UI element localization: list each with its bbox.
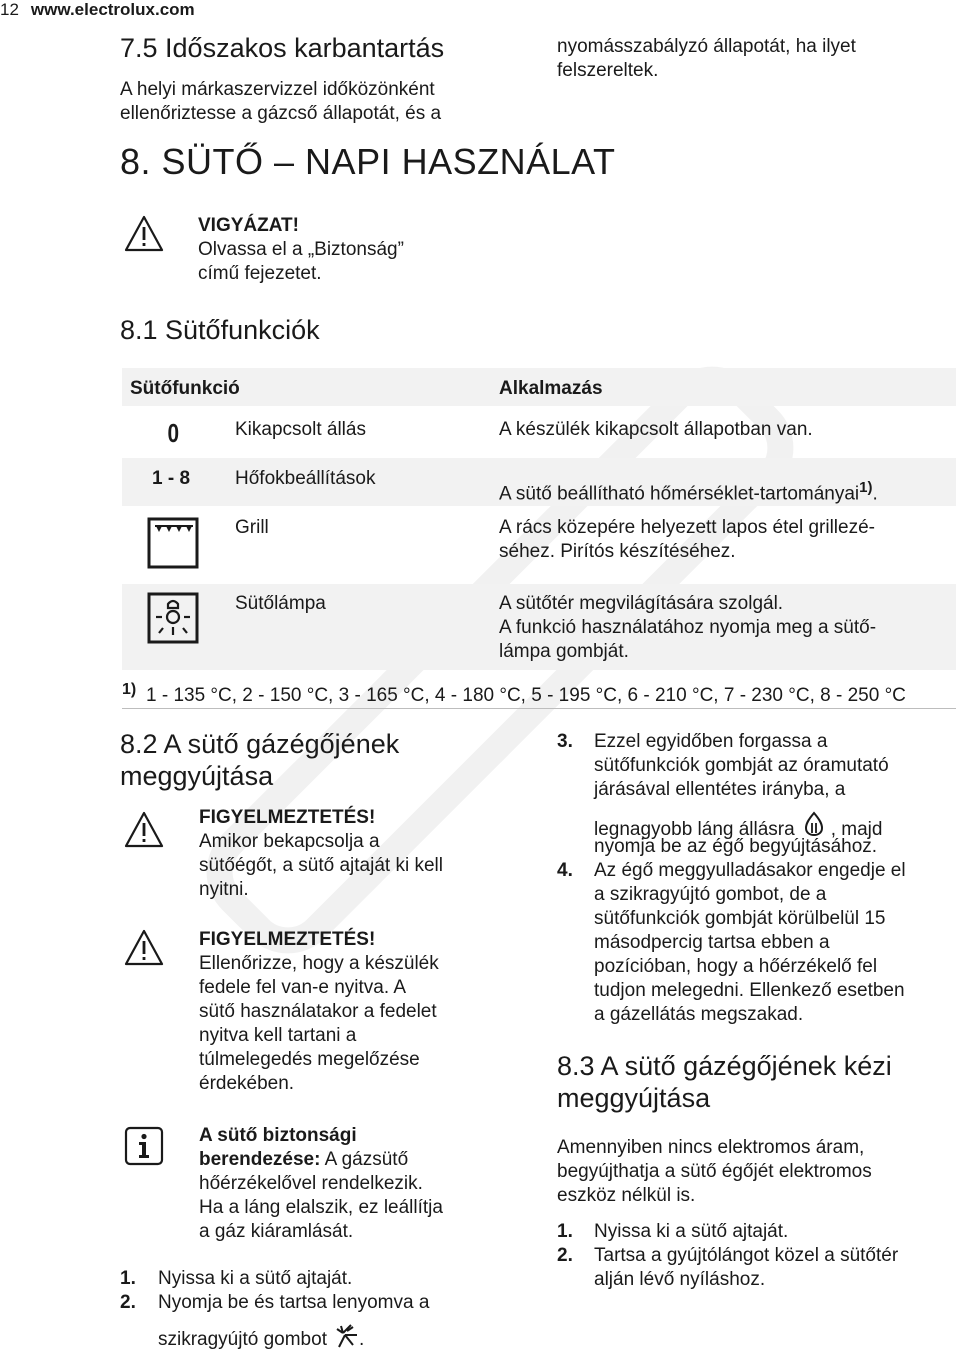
step-2-line-2-text: szikragyújtó gombot: [158, 1329, 327, 1350]
step-3-line-1: Ezzel egyidőben forgassa a: [594, 731, 828, 752]
s75-line-2: ellenőriztesse a gázcső állapotát, és a: [120, 103, 442, 124]
section-8-1-title: 8.1 Sütőfunkciók: [120, 315, 320, 345]
page-header: [0, 0, 195, 20]
large-flame-icon: [803, 811, 825, 837]
warning-line-1: Olvassa el a „Biztonság”: [198, 239, 404, 260]
s83-intro-line-1: Amennyiben nincs elektromos áram,: [557, 1137, 865, 1158]
warning-triangle-icon: [124, 928, 164, 968]
warning-1-label: FIGYELMEZTETÉS!: [199, 807, 376, 828]
function-desc-line-2: séhez. Pirítós készítéséhez.: [499, 541, 736, 562]
function-name: Hőfokbeállítások: [235, 468, 376, 489]
s83-intro-line-3: eszköz nélkül is.: [557, 1185, 696, 1206]
table-bottom-rule: [122, 708, 956, 709]
info-bold-line-1: A sütő biztonsági: [199, 1125, 357, 1146]
step-3-line-5: nyomja be az égő begyújtásához.: [594, 836, 878, 857]
footnote-mark: 1): [122, 681, 137, 698]
warning-1-line-3: nyitni.: [199, 879, 249, 900]
step-number: 2.: [557, 1245, 573, 1266]
info-line-5: a gáz kiáramlását.: [199, 1221, 354, 1242]
footnote-text: 1 - 135 °C, 2 - 150 °C, 3 - 165 °C, 4 - 180 °C, 5 - 195 °C, 6 - 210 °C, 7 - 230 °C, 8 - 250 °C: [146, 685, 906, 706]
s75-line-1: A helyi márkaszervizzel időközönként: [120, 79, 435, 100]
table-header-col1: Sütőfunkció: [130, 378, 240, 399]
function-desc-line-2: A funkció használatához nyomja meg a sütő-: [499, 617, 877, 638]
step-4-line-6: tudjon melegedni. Ellenkező esetben: [594, 980, 905, 1001]
step-number: 4.: [557, 860, 573, 881]
step-number: 1.: [120, 1268, 136, 1289]
step-4-line-1: Az égő meggyulladásakor engedje el: [594, 860, 906, 881]
info-line-3: hőérzékelővel rendelkezik.: [199, 1173, 423, 1194]
page-number: 12: [0, 0, 19, 19]
chapter-8-title: 8. SÜTŐ – NAPI HASZNÁLAT: [120, 141, 616, 182]
step-number: 1.: [557, 1221, 573, 1242]
s83-step-1-text: Nyissa ki a sütő ajtaját.: [594, 1221, 789, 1242]
warning-2-line-2: fedele fel van-e nyitva. A: [199, 977, 407, 998]
warning-2-line-5: túlmelegedés megelőzése: [199, 1049, 420, 1070]
function-name: Grill: [235, 517, 269, 538]
step-4-line-3: sütőfunkciók gombját körülbelül 15: [594, 908, 886, 929]
off-symbol: 0: [167, 418, 180, 448]
warning-2-line-4: nyitva kell tartani a: [199, 1025, 357, 1046]
info-line-2-rest: A gázsütő: [320, 1149, 409, 1170]
warning-1-line-2: sütőégőt, a sütő ajtaját ki kell: [199, 855, 443, 876]
list-item: [120, 1291, 429, 1315]
step-number: 3.: [557, 731, 573, 752]
footnote-ref: 1): [859, 479, 873, 496]
function-desc-line-1: A sütőtér megvilágítására szolgál.: [499, 593, 784, 614]
s75-right-line-1: nyomásszabályzó állapotát, ha ilyet: [557, 36, 856, 57]
warning-label: VIGYÁZAT!: [198, 215, 299, 236]
function-desc-line-3: lámpa gombját.: [499, 641, 629, 662]
table-header-col2: Alkalmazás: [499, 378, 603, 399]
list-item: [120, 1267, 352, 1291]
step-4-line-5: pozícióban, hogy a hőérzékelő fel: [594, 956, 878, 977]
step-3-line-4-end: , majd: [830, 819, 883, 840]
function-desc: [499, 476, 878, 506]
section-8-3-title-line-1: 8.3 A sütő gázégőjének kézi: [557, 1051, 892, 1081]
function-name: Sütőlámpa: [235, 593, 326, 614]
site-url: www.electrolux.com: [30, 0, 195, 19]
step-4-line-7: a gázellátás megszakad.: [594, 1004, 804, 1025]
warning-2-label: FIGYELMEZTETÉS!: [199, 929, 376, 950]
function-desc-text: A sütő beállítható hőmérséklet-tartományai: [499, 483, 860, 505]
s83-intro-line-2: begyújthatja a sütő égőjét elektromos: [557, 1161, 872, 1182]
step-text: Nyissa ki a sütő ajtaját.: [158, 1268, 353, 1289]
s83-step-2-line-1: Tartsa a gyújtólángot közel a sütőtér: [594, 1245, 899, 1266]
step-3-line-3: járásával ellentétes irányba, a: [594, 779, 846, 800]
s75-right-line-2: felszereltek.: [557, 60, 659, 81]
section-8-2-title-line-2: meggyújtása: [120, 761, 274, 791]
step-4-line-2: a szikragyújtó gombot, de a: [594, 884, 827, 905]
info-line-4: Ha a láng elalszik, ez leállítja: [199, 1197, 443, 1218]
s83-step-2-line-2: alján lévő nyíláshoz.: [594, 1269, 766, 1290]
function-desc-line-1: A rács közepére helyezett lapos étel grillezé-: [499, 517, 875, 538]
section-8-3-title-line-2: meggyújtása: [557, 1083, 711, 1113]
oven-lamp-icon: [147, 592, 199, 644]
warning-1-line-1: Amikor bekapcsolja a: [199, 831, 380, 852]
step-2-end: .: [358, 1329, 365, 1350]
function-desc: A készülék kikapcsolt állapotban van.: [499, 419, 813, 440]
info-line-2: [199, 1148, 408, 1172]
temp-range-symbol: 1 - 8: [152, 468, 191, 489]
grill-icon: [147, 517, 199, 569]
function-name: Kikapcsolt állás: [235, 419, 366, 440]
spark-igniter-icon: [331, 1323, 359, 1349]
step-text: Nyomja be és tartsa lenyomva a: [158, 1292, 430, 1313]
info-bold-line-2: berendezése:: [199, 1149, 321, 1170]
section-7-5-title: 7.5 Időszakos karbantartás: [120, 33, 445, 63]
step-4-line-4: másodpercig tartsa ebben a: [594, 932, 830, 953]
warning-2-line-1: Ellenőrizze, hogy a készülék: [199, 953, 439, 974]
step-3-line-4-text: legnagyobb láng állásra: [594, 819, 795, 840]
warning-2-line-6: érdekében.: [199, 1073, 295, 1094]
section-8-2-title-line-1: 8.2 A sütő gázégőjének: [120, 729, 400, 759]
info-icon: [124, 1126, 164, 1166]
step-number: 2.: [120, 1292, 136, 1313]
warning-2-line-3: sütő használatakor a fedelet: [199, 1001, 437, 1022]
warning-triangle-icon: [124, 810, 164, 850]
warning-triangle-icon: [124, 214, 164, 254]
warning-line-2: című fejezetet.: [198, 263, 322, 284]
function-desc-suffix: .: [872, 483, 878, 505]
step-3-line-2: sütőfunkciók gombját az óramutató: [594, 755, 889, 776]
